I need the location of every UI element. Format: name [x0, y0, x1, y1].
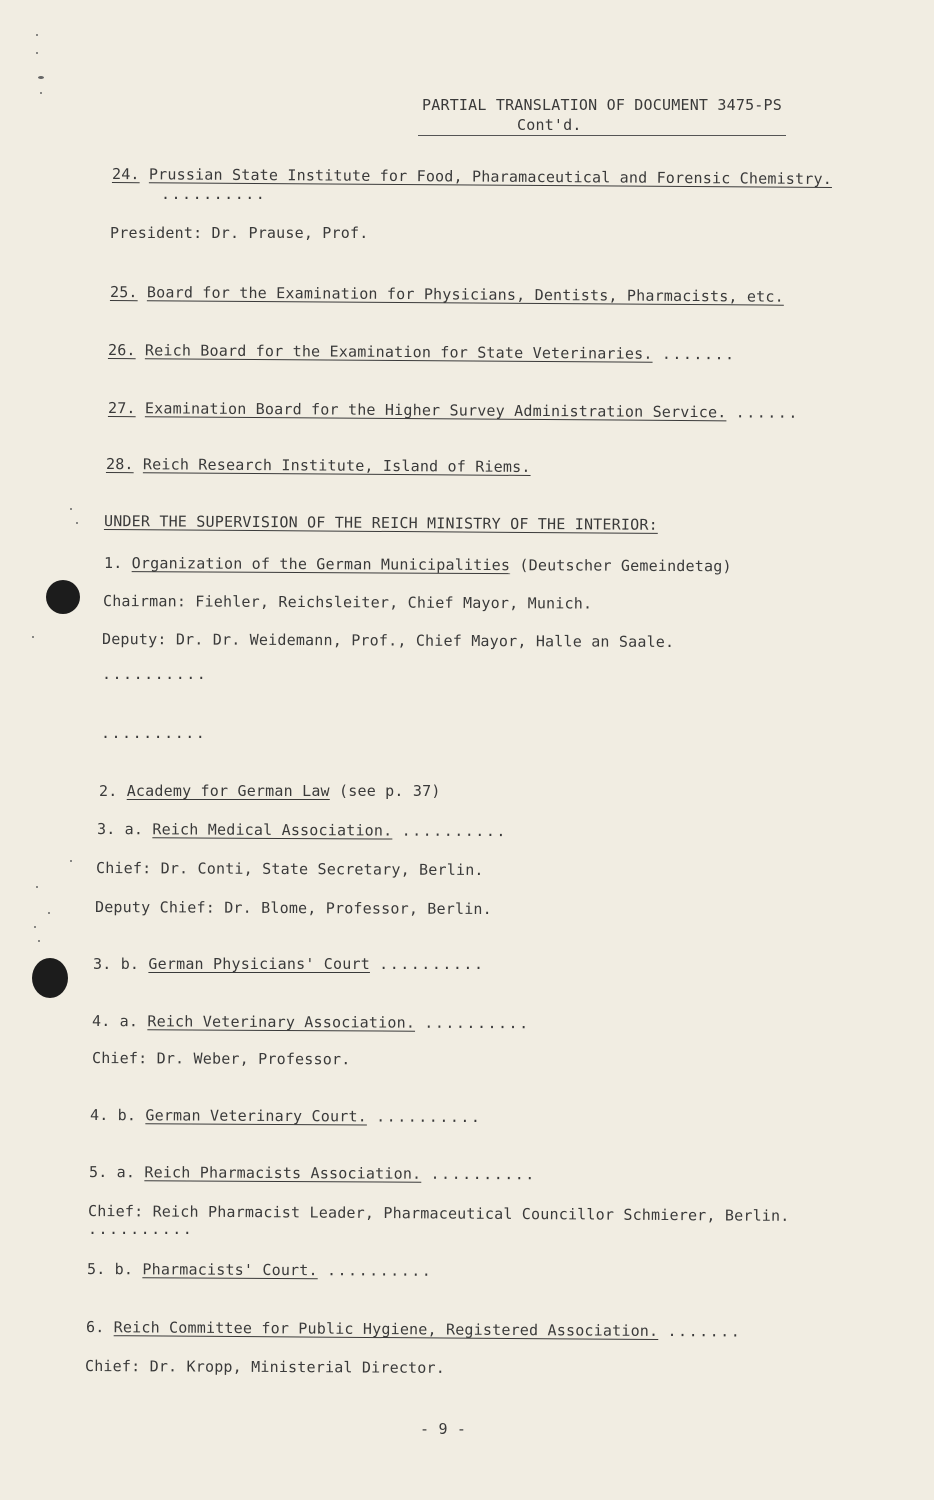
item-6-number: 6. [85, 1318, 105, 1337]
item-3a-deputy: Deputy Chief: Dr. Blome, Professor, Berlin. [94, 898, 492, 919]
item-26 [108, 341, 736, 363]
scan-speck [34, 926, 36, 928]
item-3b [93, 955, 484, 973]
punch-hole-lower [32, 958, 68, 998]
page-number: - 9 - [420, 1420, 467, 1438]
scan-speck [70, 508, 72, 510]
item-3b-number: 3. b. [93, 955, 140, 973]
document-title: PARTIAL TRANSLATION OF DOCUMENT 3475-PS [422, 96, 782, 114]
item-4a [92, 1012, 530, 1032]
item-5a-title: Reich Pharmacists Association. [144, 1163, 422, 1183]
item-3a-title: Reich Medical Association. [152, 820, 393, 840]
item-5a-number: 5. a. [88, 1163, 136, 1182]
item-3a-chief: Chief: Dr. Conti, State Secretary, Berlin. [95, 859, 484, 880]
item-3a-number: 3. a. [96, 820, 144, 839]
item-1-dots-1: .......... [102, 665, 208, 683]
item-4b [90, 1106, 482, 1126]
item-4a-title: Reich Veterinary Association. [147, 1012, 416, 1032]
item-5b-title: Pharmacists' Court. [142, 1260, 318, 1280]
item-26-number: 26. [107, 341, 136, 360]
item-1-title: Organization of the German Municipalities [131, 554, 511, 575]
header-rule [418, 135, 786, 136]
item-5a-dots: .......... [88, 1220, 194, 1238]
item-4a-number: 4. a. [91, 1012, 139, 1031]
punch-hole-upper [46, 580, 80, 614]
item-26-trail: ....... [661, 344, 736, 364]
item-6-trail: ....... [667, 1322, 742, 1341]
scan-speck [70, 860, 72, 862]
item-28-number: 28. [105, 455, 134, 474]
item-6-chief: Chief: Dr. Kropp, Ministerial Director. [84, 1357, 446, 1377]
item-2-note: (see p. 37) [339, 782, 441, 800]
scan-speck [32, 636, 34, 638]
document-subtitle: Cont'd. [517, 116, 582, 134]
item-24-dots: .......... [161, 185, 267, 203]
item-27-trail: ...... [735, 403, 799, 422]
scan-speck [36, 34, 38, 36]
item-4a-chief: Chief: Dr. Weber, Professor. [91, 1049, 351, 1069]
item-3b-title: German Physicians' Court [148, 955, 370, 973]
item-24-title: Prussian State Institute for Food, Pharamaceutical and Forensic Chemistry. [148, 165, 833, 189]
item-5b-number: 5. b. [86, 1260, 134, 1279]
scan-speck [48, 912, 50, 914]
item-1-chairman: Chairman: Fiehler, Reichsleiter, Chief Mayor, Munich. [102, 592, 593, 613]
item-28-title: Reich Research Institute, Island of Riems. [142, 455, 531, 476]
item-3a [97, 820, 507, 840]
item-4b-number: 4. b. [89, 1106, 137, 1125]
section-heading: UNDER THE SUPERVISION OF THE REICH MINISTRY OF THE INTERIOR: [103, 512, 658, 534]
item-27-title: Examination Board for the Higher Survey Administration Service. [144, 399, 727, 422]
item-4b-title: German Veterinary Court. [145, 1106, 367, 1126]
scan-speck [38, 76, 44, 79]
item-6-title: Reich Committee for Public Hygiene, Registered Association. [113, 1318, 659, 1340]
item-2 [99, 782, 441, 800]
scan-speck [36, 886, 38, 888]
item-1-dots-2: .......... [101, 724, 207, 742]
item-1-note: (Deutscher Gemeindetag) [519, 556, 732, 576]
item-27 [108, 399, 799, 422]
item-28 [106, 455, 531, 476]
item-24-president: President: Dr. Prause, Prof. [110, 224, 369, 242]
item-2-title: Academy for German Law [126, 782, 330, 800]
item-1-number: 1. [103, 554, 123, 573]
item-5b [87, 1260, 432, 1280]
item-5b-trail: .......... [326, 1261, 433, 1280]
scan-speck [76, 522, 78, 524]
item-25-number: 25. [109, 283, 138, 302]
item-6 [86, 1318, 741, 1341]
item-3b-trail: .......... [379, 955, 485, 973]
item-25 [110, 283, 784, 306]
item-5a [89, 1163, 536, 1183]
item-4b-trail: .......... [376, 1107, 482, 1127]
item-2-number: 2. [99, 782, 118, 800]
scan-speck [38, 940, 40, 942]
item-25-title: Board for the Examination for Physicians, Dentists, Pharmacists, etc. [146, 283, 784, 306]
scan-speck [36, 52, 38, 54]
item-5a-trail: .......... [430, 1164, 536, 1184]
item-3a-trail: .......... [401, 821, 507, 841]
item-4a-trail: .......... [424, 1013, 530, 1033]
scan-speck [40, 92, 42, 94]
item-26-title: Reich Board for the Examination for State Veterinaries. [144, 341, 653, 363]
item-27-number: 27. [107, 399, 136, 418]
item-24-number: 24. [111, 165, 140, 184]
item-1 [104, 554, 732, 575]
item-5a-chief: Chief: Reich Pharmacist Leader, Pharmaceutical Councillor Schmierer, Berlin. [87, 1202, 790, 1225]
item-1-deputy: Deputy: Dr. Dr. Weidemann, Prof., Chief Mayor, Halle an Saale. [101, 630, 675, 651]
